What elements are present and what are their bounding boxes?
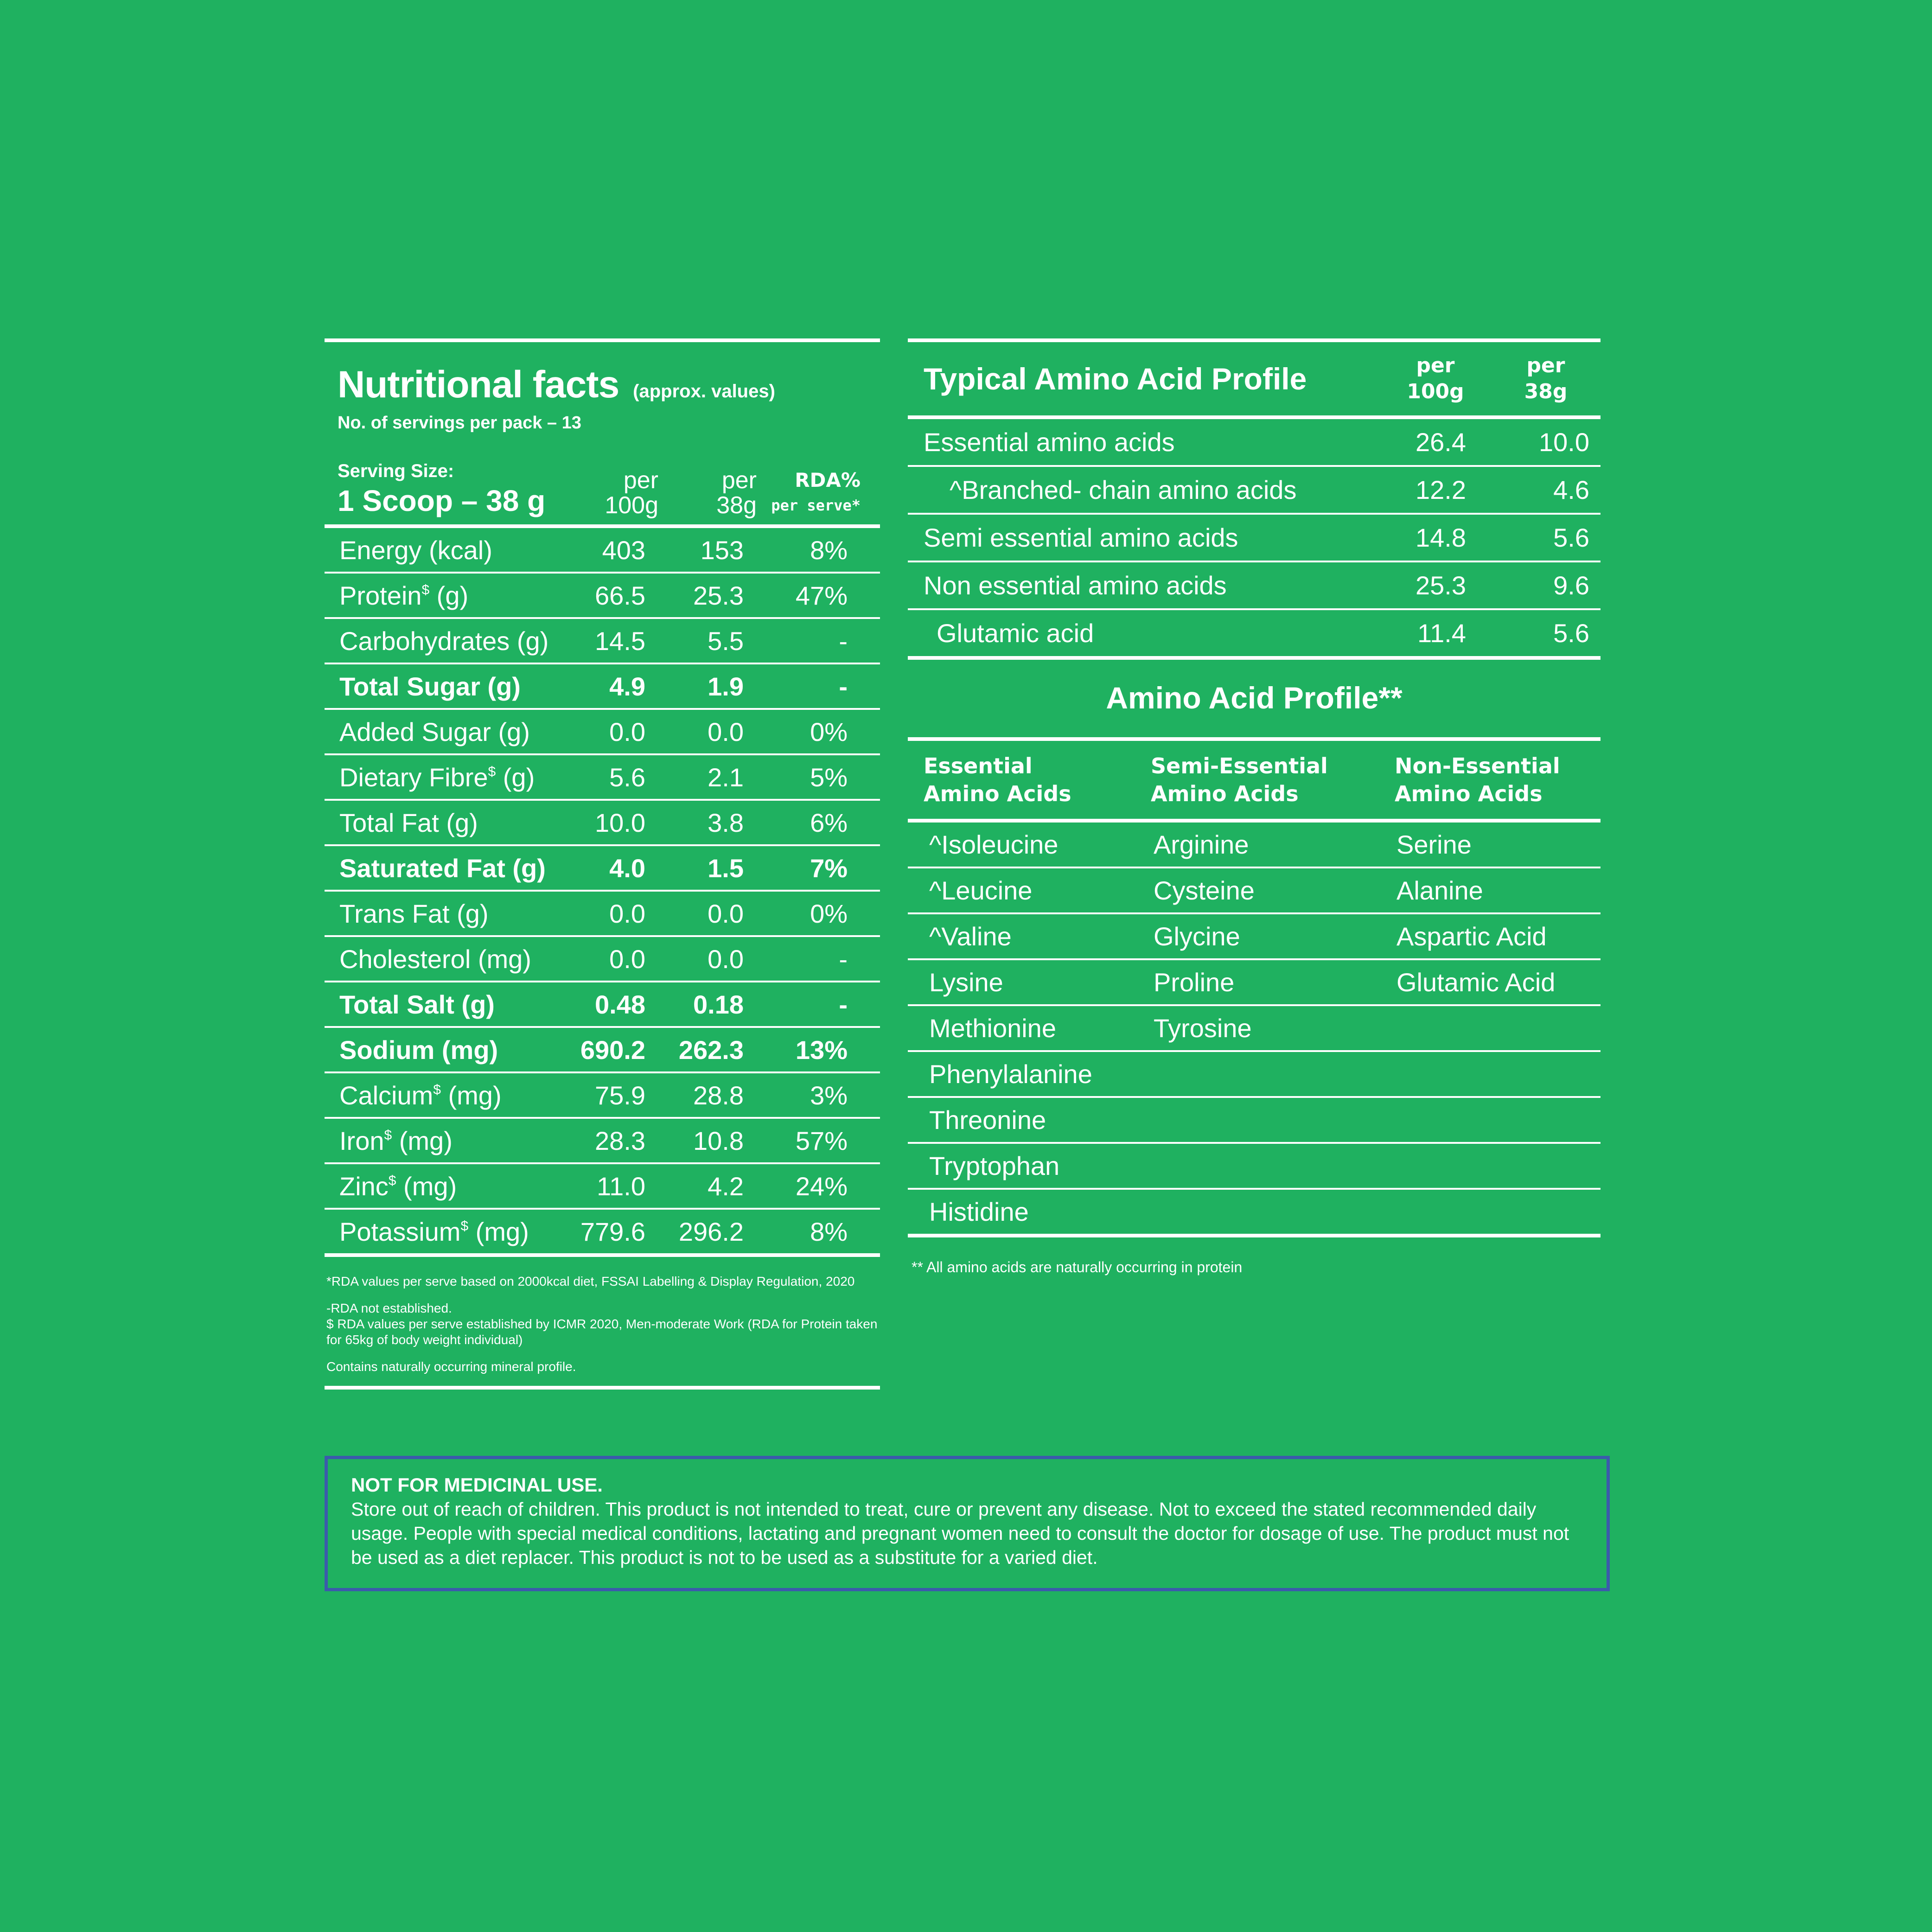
essential-acid: Tryptophan <box>929 1151 1060 1180</box>
amino-row <box>908 465 1600 513</box>
nutrition-row <box>325 935 880 981</box>
value-rda: 57% <box>795 1126 848 1155</box>
value-per38: 262.3 <box>678 1035 744 1065</box>
typical-amino-panel <box>908 338 1600 660</box>
value-rda: 3% <box>810 1080 848 1110</box>
value-per38: 0.18 <box>693 989 744 1019</box>
nutrition-header <box>325 433 880 524</box>
top-rule <box>325 338 880 342</box>
amino-per100: 14.8 <box>1416 523 1466 552</box>
value-per38: 3.8 <box>708 808 744 837</box>
footnote-marker: $ <box>488 764 496 779</box>
value-per100: 4.9 <box>609 671 645 701</box>
amino-profile-col-header <box>1151 752 1395 808</box>
header-line-1: Non-Essential <box>1395 753 1560 778</box>
amino-per100: 12.2 <box>1416 475 1466 504</box>
servings-per-pack: No. of servings per pack – 13 <box>338 413 581 433</box>
nutrition-facts-panel <box>325 338 880 1390</box>
amino-per38: 5.6 <box>1553 618 1589 648</box>
typical-amino-header <box>908 338 1600 419</box>
nutrition-row <box>325 1026 880 1071</box>
nutrient-label: Saturated Fat (g) <box>339 853 546 883</box>
serving-size-value: 1 Scoop – 38 g <box>338 484 546 517</box>
essential-acid: ^Isoleucine <box>929 830 1058 859</box>
value-per100: 10.0 <box>595 808 645 837</box>
nutrition-title-row <box>325 342 880 407</box>
nutrient-label: Total Salt (g) <box>339 989 495 1019</box>
amino-profile-row <box>908 912 1600 958</box>
serving-size <box>338 461 588 518</box>
value-rda: 5% <box>810 762 848 792</box>
footnote-marker: $ <box>421 582 430 598</box>
col-header-per38 <box>658 468 757 518</box>
value-per38: 0.0 <box>708 717 744 746</box>
amino-per100: 11.4 <box>1417 618 1466 648</box>
nutrient-label: Protein <box>339 580 422 610</box>
amino-profile-title: Amino Acid Profile** <box>1106 681 1403 715</box>
value-per38: 296.2 <box>678 1217 744 1246</box>
value-per100: 779.6 <box>580 1217 645 1246</box>
col-header-rda-a: RDA% <box>795 469 861 491</box>
nutrition-title: Nutritional facts <box>338 363 619 406</box>
value-rda: 13% <box>795 1035 848 1065</box>
value-rda: 8% <box>810 535 848 565</box>
amino-row <box>908 608 1600 656</box>
nutrition-row <box>325 890 880 935</box>
value-per100: 5.6 <box>609 762 645 792</box>
value-rda: 7% <box>810 853 848 883</box>
non-essential-acid: Serine <box>1396 830 1472 859</box>
value-per100: 403 <box>602 535 645 565</box>
value-per100: 66.5 <box>595 580 645 610</box>
nutrient-label: Iron <box>339 1126 384 1155</box>
amino-profile-col-header <box>908 752 1151 808</box>
value-per100: 0.0 <box>609 899 645 928</box>
note-mineral: Contains naturally occurring mineral profile. <box>326 1359 576 1374</box>
nutrient-label: Added Sugar (g) <box>339 717 530 746</box>
nutrition-notes <box>325 1257 880 1375</box>
nutrient-unit: (mg) <box>468 1217 529 1246</box>
footnote-marker: $ <box>433 1082 441 1097</box>
value-per38: 25.3 <box>693 580 744 610</box>
amino-row <box>908 513 1600 561</box>
amino-profile-note: ** All amino acids are naturally occurring in protein <box>912 1259 1243 1275</box>
value-rda: 24% <box>795 1171 848 1201</box>
nutrient-label: Cholesterol (mg) <box>339 944 531 974</box>
value-per100: 75.9 <box>595 1080 645 1110</box>
nutrient-name <box>325 1171 575 1201</box>
nutrient-label: Total Fat (g) <box>339 808 478 837</box>
value-per100: 690.2 <box>580 1035 645 1065</box>
nutrient-name <box>325 580 575 611</box>
amino-profile-row <box>908 823 1600 867</box>
amino-profile-col-header <box>1395 752 1600 808</box>
header-line-2: Amino Acids <box>924 781 1071 806</box>
nutrition-row <box>325 753 880 799</box>
footnote-marker: $ <box>388 1173 396 1188</box>
value-per100: 4.0 <box>609 853 645 883</box>
nutrient-name <box>325 626 575 656</box>
header-line-2: Amino Acids <box>1151 781 1299 806</box>
semi-essential-acid: Arginine <box>1154 830 1249 859</box>
nutrient-label: Potassium <box>339 1217 461 1246</box>
value-per100: 0.48 <box>595 989 645 1019</box>
nutrient-unit: (g) <box>429 580 469 610</box>
col-header-per100-b: 100g <box>605 492 658 519</box>
value-rda: - <box>839 671 848 701</box>
value-per38: 0.0 <box>708 944 744 974</box>
amino-name: Glutamic acid <box>937 618 1094 648</box>
nutrient-label: Zinc <box>339 1171 389 1201</box>
note-not-established: -RDA not established. <box>326 1301 452 1315</box>
value-rda: 0% <box>810 899 848 928</box>
value-rda: 0% <box>810 717 848 746</box>
nutrition-row <box>325 617 880 663</box>
value-per38: 2.1 <box>708 762 744 792</box>
nutrient-name <box>325 1126 575 1156</box>
nutrient-name <box>325 1217 575 1247</box>
nutrition-row <box>325 1071 880 1117</box>
amino-per38: 5.6 <box>1553 523 1589 552</box>
value-per100: 11.0 <box>597 1171 645 1201</box>
amino-profile-row <box>908 1142 1600 1188</box>
nutrient-name <box>325 1080 575 1110</box>
essential-acid: Threonine <box>929 1105 1046 1135</box>
col-header-rda <box>757 468 879 518</box>
typical-col-per100-a: per <box>1416 354 1455 377</box>
value-rda: - <box>839 989 848 1019</box>
nutrition-row <box>325 1117 880 1162</box>
nutrient-name <box>325 808 575 838</box>
note-icmr: $ RDA values per serve established by ICMR 2020, Men-moderate Work (RDA for Protein taken for 65kg of body weight individual) <box>326 1317 878 1347</box>
nutrition-row <box>325 708 880 753</box>
col-header-per38-a: per <box>721 467 757 494</box>
nutrition-row <box>325 524 880 572</box>
nutrition-subtitle: (approx. values) <box>633 381 775 402</box>
value-per100: 0.0 <box>609 717 645 746</box>
amino-per38: 4.6 <box>1553 475 1589 504</box>
col-header-per100 <box>588 468 658 518</box>
nutrient-label: Total Sugar (g) <box>339 671 521 701</box>
amino-profile-row <box>908 867 1600 912</box>
nutrition-row <box>325 981 880 1026</box>
amino-per100: 26.4 <box>1416 427 1466 457</box>
bottom-rule <box>325 1386 880 1390</box>
nutrient-name <box>325 762 575 792</box>
warning-box <box>325 1456 1610 1591</box>
amino-profile-row <box>908 1004 1600 1050</box>
typical-col-per100 <box>1380 353 1491 405</box>
amino-name: Semi essential amino acids <box>924 523 1238 552</box>
amino-profile-panel <box>908 677 1600 1276</box>
warning-text: Store out of reach of children. This product is not intended to treat, cure or prevent any disease. Not to exceed the stated recommended daily usage. People with special medical conditions, lactating and pregnant women need to consult the doctor for dosage of use. The product must not be used as a diet replacer. This product is not to be used as a substitute for a varied diet. <box>351 1498 1569 1568</box>
nutrient-name <box>325 717 575 747</box>
nutrient-unit: (g) <box>496 762 535 792</box>
nutrient-name <box>325 944 575 974</box>
semi-essential-acid: Cysteine <box>1154 876 1255 905</box>
header-line-1: Essential <box>924 753 1033 778</box>
nutrition-row <box>325 1162 880 1208</box>
footnote-marker: $ <box>384 1127 392 1143</box>
value-per38: 1.9 <box>708 671 744 701</box>
nutrient-unit: (mg) <box>440 1080 502 1110</box>
nutrition-row <box>325 1208 880 1253</box>
nutrient-name <box>325 989 575 1020</box>
amino-profile-row <box>908 1188 1600 1234</box>
nutrition-table <box>325 524 880 1257</box>
nutrient-label: Carbohydrates (g) <box>339 626 549 656</box>
non-essential-acid: Glutamic Acid <box>1396 968 1556 997</box>
value-per38: 10.8 <box>693 1126 744 1155</box>
nutrient-label: Sodium (mg) <box>339 1035 498 1065</box>
nutrition-row <box>325 844 880 890</box>
essential-acid: Lysine <box>929 968 1003 997</box>
value-per38: 153 <box>700 535 744 565</box>
nutrient-label: Calcium <box>339 1080 434 1110</box>
typical-col-per100-b: 100g <box>1407 380 1464 403</box>
nutrient-name <box>325 1035 575 1065</box>
amino-row <box>908 561 1600 608</box>
header-line-2: Amino Acids <box>1395 781 1543 806</box>
typical-amino-table <box>908 419 1600 660</box>
amino-row <box>908 419 1600 465</box>
value-per100: 0.0 <box>609 944 645 974</box>
nutrient-name <box>325 535 575 565</box>
nutrient-label: Trans Fat (g) <box>339 899 489 928</box>
typical-col-per38-b: 38g <box>1524 380 1568 403</box>
value-rda: - <box>839 626 848 656</box>
non-essential-acid: Alanine <box>1396 876 1483 905</box>
serving-size-label: Serving Size: <box>338 461 454 481</box>
non-essential-acid: Aspartic Acid <box>1396 922 1547 951</box>
essential-acid: Methionine <box>929 1014 1056 1043</box>
amino-profile-row <box>908 1050 1600 1096</box>
amino-name: Non essential amino acids <box>924 571 1227 600</box>
nutrient-name <box>325 899 575 929</box>
value-rda: 6% <box>810 808 848 837</box>
col-header-rda-b: per serve* <box>771 497 861 514</box>
essential-acid: ^Valine <box>929 922 1012 951</box>
nutrient-label: Dietary Fibre <box>339 762 488 792</box>
semi-essential-acid: Tyrosine <box>1154 1014 1252 1043</box>
typical-col-per38 <box>1491 353 1600 405</box>
semi-essential-acid: Glycine <box>1154 922 1240 951</box>
value-per100: 28.3 <box>595 1126 645 1155</box>
note-rda: *RDA values per serve based on 2000kcal diet, FSSAI Labelling & Display Regulation, 2020 <box>326 1274 855 1288</box>
value-rda: 8% <box>810 1217 848 1246</box>
value-rda: 47% <box>795 580 848 610</box>
value-per100: 14.5 <box>595 626 645 656</box>
nutrition-row <box>325 663 880 708</box>
amino-profile-table <box>908 823 1600 1237</box>
nutrient-label: Energy (kcal) <box>339 535 492 565</box>
amino-name: ^Branched- chain amino acids <box>950 475 1297 504</box>
semi-essential-acid: Proline <box>1154 968 1235 997</box>
value-per38: 1.5 <box>708 853 744 883</box>
nutrition-row <box>325 572 880 617</box>
value-per38: 0.0 <box>708 899 744 928</box>
value-per38: 4.2 <box>708 1171 744 1201</box>
amino-per100: 25.3 <box>1416 571 1466 600</box>
nutrient-unit: (mg) <box>392 1126 453 1155</box>
nutrition-row <box>325 799 880 844</box>
nutrient-name <box>325 671 575 701</box>
col-header-per100-a: per <box>623 467 658 494</box>
amino-per38: 10.0 <box>1539 427 1589 457</box>
warning-title: NOT FOR MEDICINAL USE. <box>351 1474 603 1496</box>
essential-acid: Histidine <box>929 1197 1029 1226</box>
amino-profile-row <box>908 1096 1600 1142</box>
col-header-per38-b: 38g <box>716 492 757 519</box>
amino-profile-header <box>908 737 1600 823</box>
value-per38: 5.5 <box>708 626 744 656</box>
value-rda: - <box>839 944 848 974</box>
essential-acid: ^Leucine <box>929 876 1033 905</box>
footnote-marker: $ <box>460 1218 469 1234</box>
amino-per38: 9.6 <box>1553 571 1589 600</box>
header-line-1: Semi-Essential <box>1151 753 1328 778</box>
essential-acid: Phenylalanine <box>929 1059 1092 1089</box>
amino-name: Essential amino acids <box>924 427 1175 457</box>
typical-amino-title: Typical Amino Acid Profile <box>924 362 1307 396</box>
value-per38: 28.8 <box>693 1080 744 1110</box>
amino-profile-row <box>908 958 1600 1004</box>
nutrient-name <box>325 853 575 883</box>
typical-col-per38-a: per <box>1526 354 1565 377</box>
nutrient-unit: (mg) <box>396 1171 457 1201</box>
